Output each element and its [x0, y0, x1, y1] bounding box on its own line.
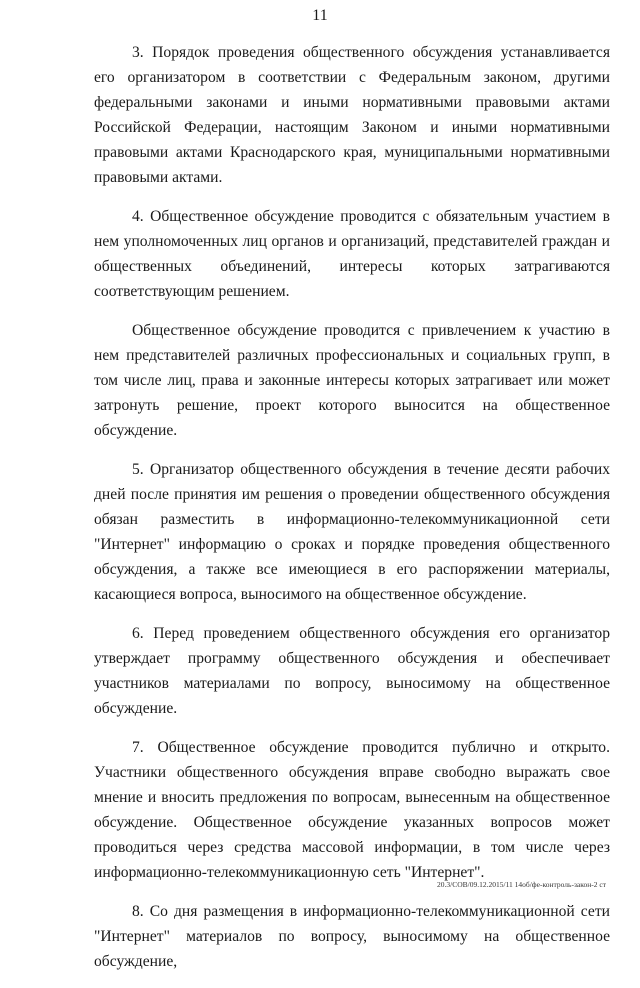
footer-document-code: 20.3/СОВ/09.12.2015/11 14об/фе-контроль-закон-2 ст [437, 880, 606, 889]
paragraph-5: 5. Организатор общественного обсуждения в течение десяти рабочих дней после принятия им решения о проведении общественного обсуждения обязан разместить в информационно-телекоммуникационной сети "Интернет" информацию о сроках и порядке проведения общественного обсуждения, а также все имеющиеся в его распоряжении материалы, касающиеся вопроса, выносимого на общественное обсуждение. [94, 461, 610, 603]
paragraph-3: 3. Порядок проведения общественного обсуждения устанавливается его организатором в соответствии с Федеральным законом, другими федеральными законами и иными нормативными правовыми актами Российской Федерации, настоящим Законом и иными нормативными правовыми актами Краснодарского края, муниципальными нормативными правовыми актами. [94, 44, 610, 186]
paragraph-6: 6. Перед проведением общественного обсуждения его организатор утверждает программу общественного обсуждения и обеспечивает участников материалами по вопросу, выносимому на общественное обсуждение. [94, 625, 610, 717]
document-body [94, 40, 610, 988]
paragraph-4: 4. Общественное обсуждение проводится с обязательным участием в нем уполномоченных лиц органов и организаций, представителей граждан и общественных объединений, интересы которых затрагиваются соответствующим решением. [94, 208, 610, 300]
paragraph-4-continued: Общественное обсуждение проводится с привлечением к участию в нем представителей различных профессиональных и социальных групп, в том числе лиц, права и законные интересы которых затрагивает или может затронуть решение, проект которого выносится на общественное обсуждение. [94, 322, 610, 439]
paragraph-7: 7. Общественное обсуждение проводится публично и открыто. Участники общественного обсуждения вправе свободно выражать свое мнение и вносить предложения по вопросам, вынесенным на общественное обсуждение. Общественное обсуждение указанных вопросов может проводиться через средства массовой информации, в том числе через информационно-телекоммуникационную сеть "Интернет". [94, 739, 610, 881]
paragraph-8: 8. Со дня размещения в информационно-телекоммуникационной сети "Интернет" материалов по вопросу, выносимому на общественное обсуждение, [94, 903, 610, 970]
page-number: 11 [312, 7, 328, 24]
